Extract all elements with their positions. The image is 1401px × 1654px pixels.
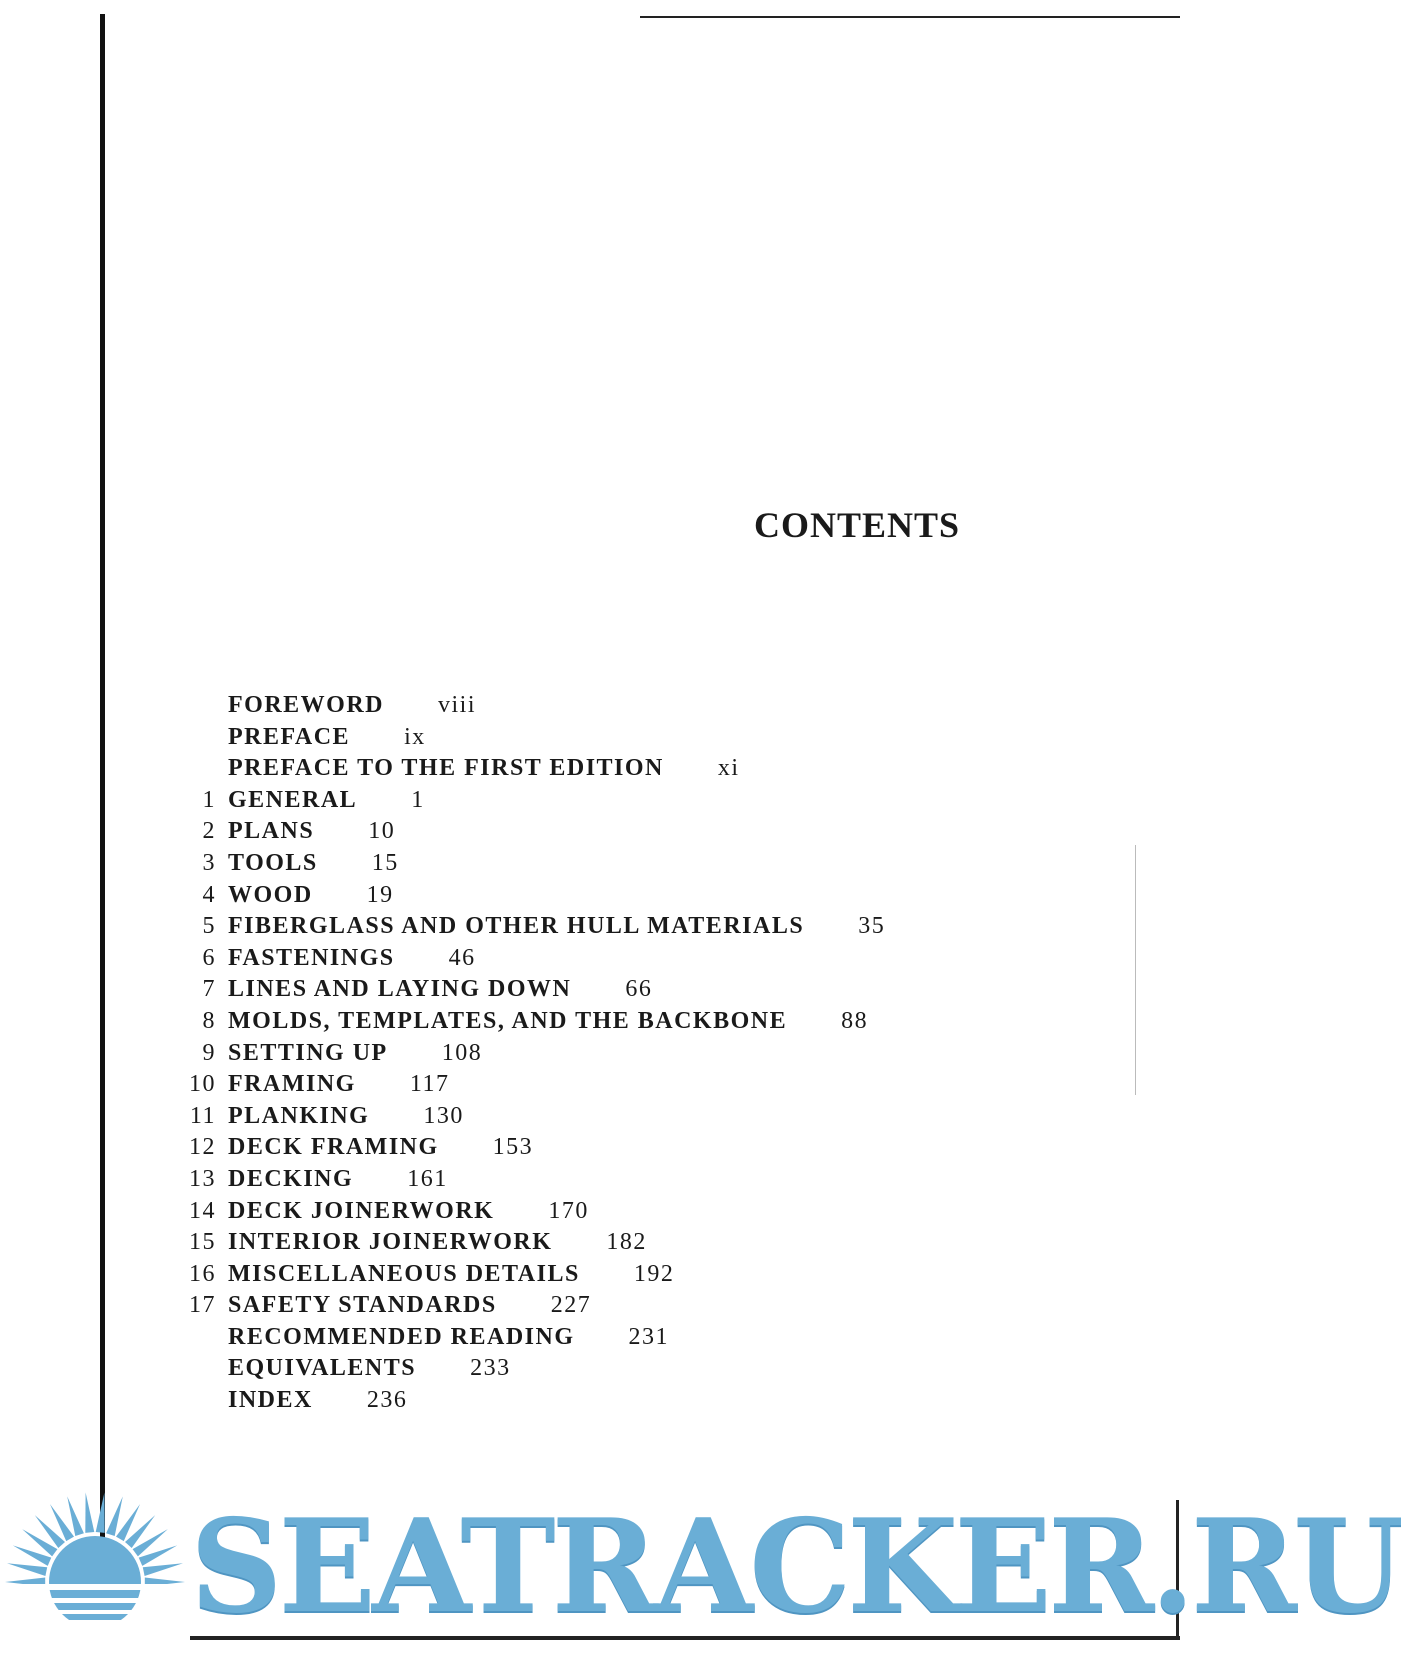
sun-ray bbox=[96, 1493, 105, 1533]
chapter-number bbox=[160, 1322, 228, 1354]
toc-entry bbox=[160, 690, 885, 722]
page-number: 182 bbox=[606, 1229, 647, 1256]
page-number: 233 bbox=[470, 1355, 511, 1382]
toc-entry bbox=[160, 1322, 885, 1354]
chapter-number bbox=[160, 1353, 228, 1385]
sun-ray bbox=[67, 1496, 84, 1536]
page-border-top bbox=[640, 16, 1180, 18]
chapter-number: 4 bbox=[202, 881, 216, 908]
chapter-title: FOREWORD bbox=[228, 692, 384, 718]
chapter-title: MISCELLANEOUS DETAILS bbox=[228, 1260, 580, 1287]
toc-entry bbox=[160, 1290, 885, 1322]
chapter-number: 8 bbox=[202, 1007, 216, 1034]
page-number: 10 bbox=[368, 818, 396, 845]
chapter-title: DECKING bbox=[228, 1165, 354, 1192]
page-title: CONTENTS bbox=[754, 505, 961, 545]
chapter-number: 12 bbox=[189, 1134, 216, 1161]
toc-entry bbox=[160, 1069, 885, 1101]
chapter-number: 3 bbox=[202, 849, 216, 876]
chapter-number: 16 bbox=[189, 1260, 216, 1287]
chapter-number: 1 bbox=[202, 786, 216, 813]
page-number: 227 bbox=[550, 1292, 592, 1319]
watermark bbox=[0, 1490, 1401, 1650]
chapter-number: 9 bbox=[202, 1039, 216, 1066]
chapter-title: DECK JOINERWORK bbox=[228, 1197, 495, 1224]
chapter-title: GENERAL bbox=[228, 786, 358, 813]
chapter-number: 14 bbox=[189, 1197, 216, 1224]
chapter-title: FIBERGLASS AND OTHER HULL MATERIALS bbox=[228, 913, 805, 940]
watermark-text: SEATRACKER.RU bbox=[190, 1492, 1401, 1642]
toc-entry bbox=[160, 1132, 885, 1164]
chapter-title: INDEX bbox=[228, 1387, 313, 1414]
chapter-number: 11 bbox=[189, 1102, 216, 1129]
page-border-left bbox=[100, 14, 105, 1640]
chapter-title: LINES AND LAYING DOWN bbox=[228, 976, 572, 1003]
chapter-title: EQUIVALENTS bbox=[228, 1355, 417, 1382]
margin-mark bbox=[1135, 845, 1136, 1095]
page-number: 66 bbox=[625, 976, 653, 1003]
chapter-title: PREFACE TO THE FIRST EDITION bbox=[228, 755, 664, 782]
toc-entry bbox=[160, 911, 885, 943]
page-number: 236 bbox=[366, 1387, 408, 1414]
toc-entry bbox=[160, 1227, 885, 1259]
toc-entry bbox=[160, 1385, 885, 1417]
toc-entry bbox=[160, 1164, 885, 1196]
page-number: ix bbox=[404, 723, 426, 750]
chapter-number bbox=[160, 722, 228, 754]
page-number: 231 bbox=[628, 1323, 669, 1350]
chapter-number: 6 bbox=[202, 944, 216, 971]
sun-ray bbox=[85, 1493, 94, 1533]
page-number: 117 bbox=[409, 1071, 450, 1098]
page-number: 108 bbox=[441, 1039, 483, 1066]
toc-entry bbox=[160, 1038, 885, 1070]
chapter-title: MOLDS, TEMPLATES, AND THE BACKBONE bbox=[228, 1007, 788, 1034]
chapter-title: FRAMING bbox=[228, 1071, 356, 1098]
chapter-title: SAFETY STANDARDS bbox=[228, 1292, 497, 1319]
toc-entry bbox=[160, 785, 885, 817]
chapter-title: RECOMMENDED READING bbox=[228, 1323, 575, 1350]
page-number: 35 bbox=[858, 913, 886, 940]
chapter-title: PLANS bbox=[228, 818, 315, 845]
toc-entry bbox=[160, 974, 885, 1006]
sun-ray bbox=[143, 1563, 183, 1576]
page-number: 19 bbox=[366, 881, 394, 908]
chapter-number bbox=[160, 753, 228, 785]
chapter-number: 13 bbox=[189, 1165, 216, 1192]
toc-entry bbox=[160, 1196, 885, 1228]
toc-entry bbox=[160, 880, 885, 912]
toc-entry bbox=[160, 1006, 885, 1038]
sun-ray bbox=[7, 1563, 47, 1576]
chapter-title: INTERIOR JOINERWORK bbox=[228, 1229, 553, 1256]
sun-ray bbox=[106, 1496, 123, 1536]
chapter-title: PREFACE bbox=[228, 723, 351, 750]
chapter-title: WOOD bbox=[228, 881, 313, 908]
toc-entry bbox=[160, 1353, 885, 1385]
chapter-number: 5 bbox=[202, 913, 216, 940]
page-number: 46 bbox=[448, 944, 476, 971]
page-number: viii bbox=[438, 692, 477, 718]
page-number: 130 bbox=[423, 1102, 464, 1129]
toc-entry bbox=[160, 753, 885, 785]
toc-entry bbox=[160, 816, 885, 848]
chapter-number bbox=[160, 690, 228, 722]
sun-icon bbox=[0, 1490, 190, 1650]
chapter-title: FASTENINGS bbox=[228, 944, 395, 971]
toc-entry bbox=[160, 722, 885, 754]
page-number: 88 bbox=[841, 1007, 869, 1034]
page-number: 153 bbox=[492, 1134, 534, 1161]
chapter-number bbox=[160, 1385, 228, 1417]
chapter-title: TOOLS bbox=[228, 849, 318, 876]
chapter-number: 7 bbox=[202, 976, 216, 1003]
page-number: 1 bbox=[411, 786, 425, 813]
toc-entry bbox=[160, 1259, 885, 1291]
chapter-number: 17 bbox=[189, 1292, 216, 1319]
chapter-title: PLANKING bbox=[228, 1102, 370, 1129]
page-number: 170 bbox=[548, 1197, 589, 1224]
page-number: xi bbox=[717, 755, 740, 782]
chapter-title: DECK FRAMING bbox=[228, 1134, 439, 1161]
chapter-number: 15 bbox=[189, 1229, 216, 1256]
page-number: 192 bbox=[633, 1260, 675, 1287]
toc-entry bbox=[160, 848, 885, 880]
toc-entry bbox=[160, 943, 885, 975]
table-of-contents bbox=[160, 690, 885, 1417]
chapter-number: 2 bbox=[202, 818, 216, 845]
chapter-number: 10 bbox=[189, 1071, 216, 1098]
page-number: 161 bbox=[407, 1165, 448, 1192]
toc-entry bbox=[160, 1101, 885, 1133]
chapter-title: SETTING UP bbox=[228, 1039, 388, 1066]
page-number: 15 bbox=[371, 849, 399, 876]
